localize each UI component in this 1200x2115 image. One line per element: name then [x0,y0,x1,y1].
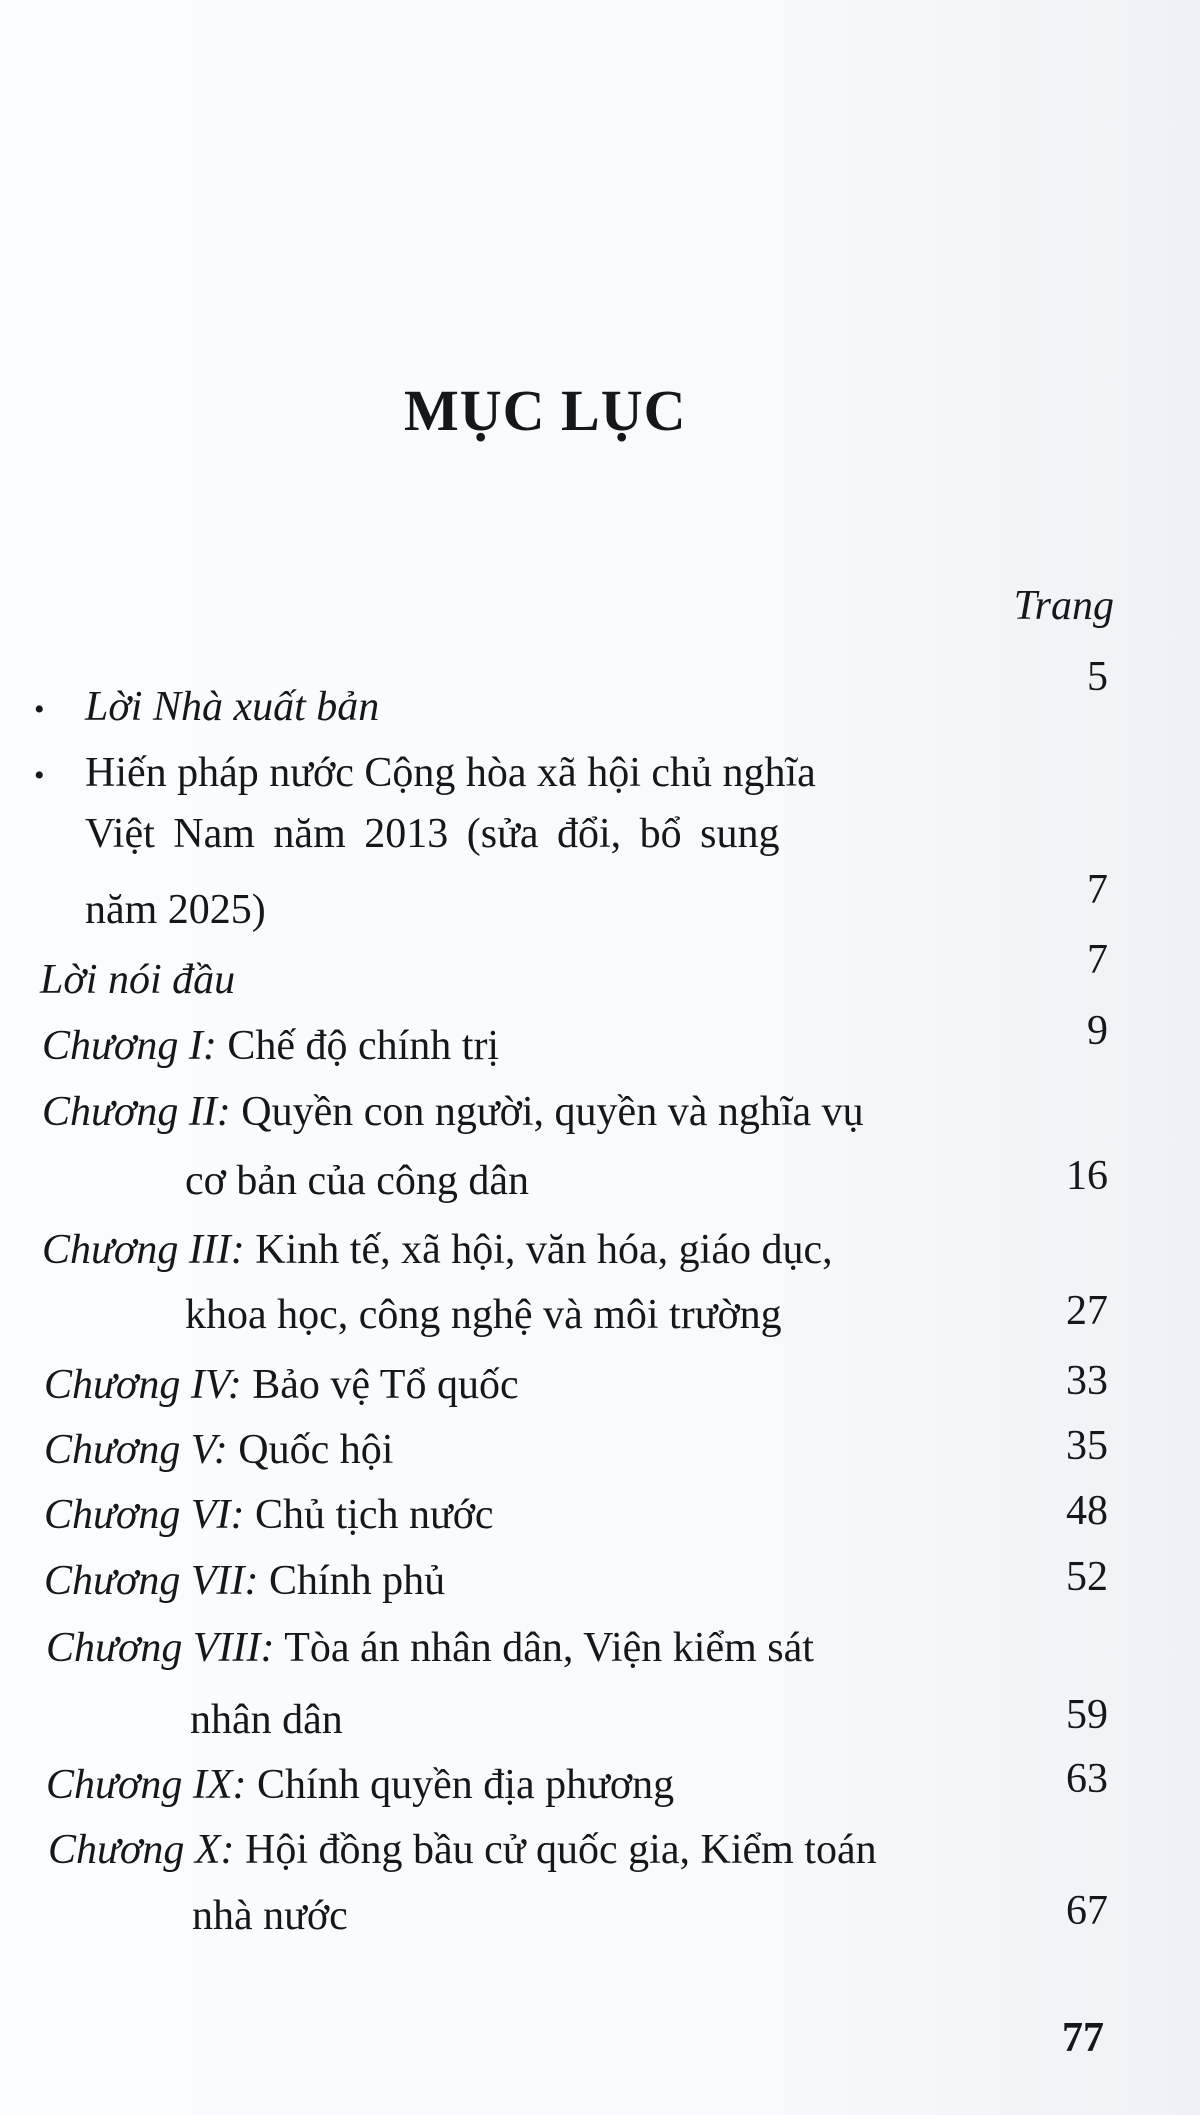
toc-page-number: 35 [1066,1423,1108,1469]
chapter-prefix: Chương X: [48,1827,235,1873]
toc-page-number: 9 [1087,1008,1108,1054]
chapter-prefix: Chương IX: [46,1762,247,1808]
chapter-prefix: Chương IV: [44,1362,242,1408]
chapter-title: Chế độ chính trị [227,1023,500,1069]
page-folio-number: 77 [1062,2015,1104,2061]
chapter-title: Hội đồng bầu cử quốc gia, Kiểm toán [244,1827,877,1873]
page-column-header: Trang [1013,583,1114,629]
chapter-prefix: Chương II: [42,1089,231,1135]
toc-page-number: 63 [1066,1756,1108,1802]
toc-page-number: 48 [1066,1488,1108,1534]
bullet-icon: • [34,693,45,726]
chapter-title-continued: cơ bản của công dân [185,1158,530,1204]
toc-page-number: 7 [1087,937,1108,983]
chapter-title: Quốc hội [238,1427,394,1473]
toc-entry-chapter [46,1764,674,1806]
chapter-prefix: Chương V: [44,1427,228,1473]
chapter-title: Quyền con người, quyền và nghĩa vụ [241,1089,864,1135]
toc-entry-chapter [42,1025,499,1067]
chapter-prefix: Chương VII: [44,1558,259,1604]
toc-page-number: 67 [1066,1888,1108,1934]
chapter-prefix: Chương I: [42,1023,217,1069]
toc-page-number: 16 [1066,1153,1108,1199]
toc-entry-chapter [44,1494,494,1536]
chapter-title: Chính quyền địa phương [256,1762,675,1808]
chapter-title: Chủ tịch nước [254,1492,494,1538]
toc-entry-chapter [48,1829,877,1871]
chapter-prefix: Chương VI: [44,1492,245,1538]
chapter-title: Bảo vệ Tổ quốc [252,1362,519,1408]
page-title: MỤC LỤC [404,378,687,443]
toc-entry-chapter [44,1429,393,1471]
toc-entry-chapter [42,1229,833,1271]
toc-page-number: 59 [1066,1692,1108,1738]
toc-entry-chapter [46,1627,814,1669]
chapter-prefix: Chương III: [42,1227,245,1273]
toc-entry-constitution-line: năm 2025) [85,887,266,933]
chapter-title: Kinh tế, xã hội, văn hóa, giáo dục, [255,1227,833,1273]
toc-entry-chapter [44,1560,445,1602]
toc-entry-chapter [44,1364,519,1406]
toc-page-number: 5 [1087,654,1108,700]
toc-entry-preface: Lời nói đầu [40,957,236,1003]
toc-page-number: 33 [1066,1358,1108,1404]
bullet-icon: • [34,759,45,792]
chapter-title-continued: nhân dân [190,1697,343,1743]
toc-entry-chapter [42,1091,864,1133]
toc-entry-constitution-line: Hiến pháp nước Cộng hòa xã hội chủ nghĩa [85,750,816,796]
chapter-title: Chính phủ [268,1558,446,1604]
toc-entry-constitution-line: Việt Nam năm 2013 (sửa đổi, bổ sung [85,811,780,857]
toc-page-number: 7 [1087,867,1108,913]
toc-entry-publisher-note: Lời Nhà xuất bản [85,684,380,730]
toc-page-number: 52 [1066,1554,1108,1600]
chapter-title-continued: nhà nước [192,1893,348,1939]
chapter-title-continued: khoa học, công nghệ và môi trường [185,1292,782,1338]
chapter-prefix: Chương VIII: [46,1625,275,1671]
chapter-title: Tòa án nhân dân, Viện kiểm sát [284,1625,814,1671]
toc-page-number: 27 [1066,1288,1108,1334]
